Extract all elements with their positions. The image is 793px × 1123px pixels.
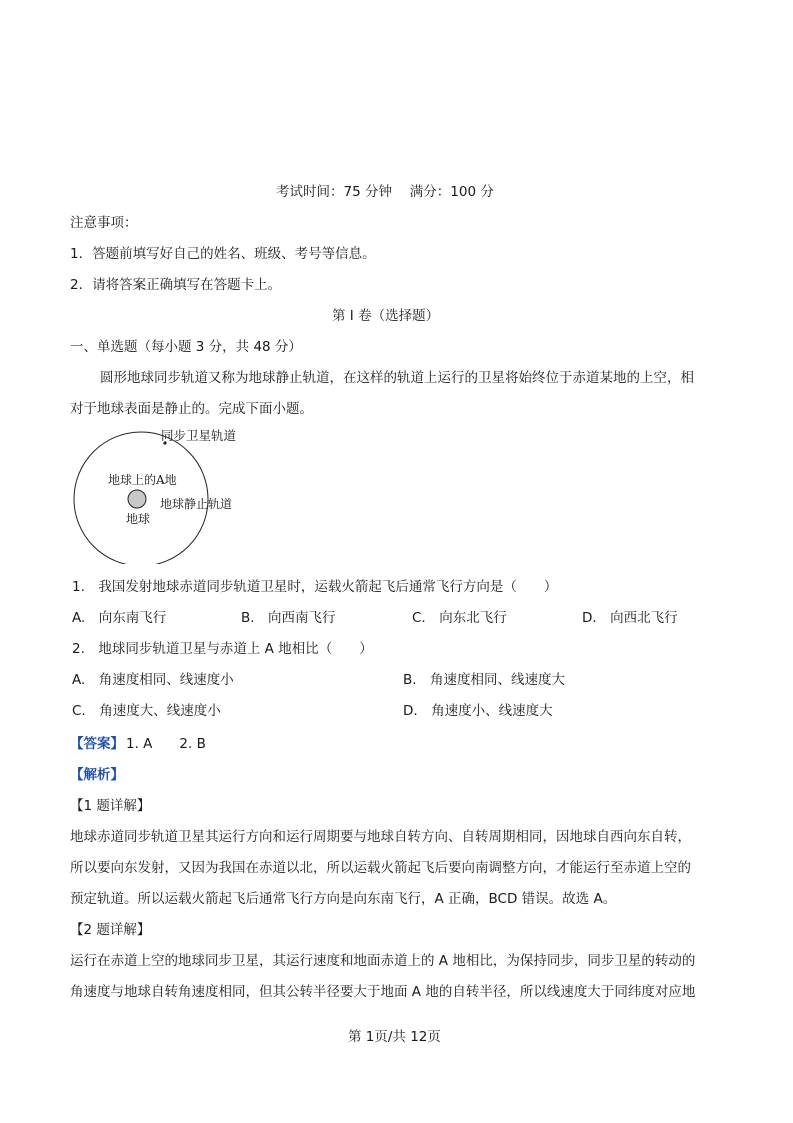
q1-option-d[interactable]: D. 向西北飞行 (582, 610, 678, 626)
detail2-line-2: 角速度与地球自转角速度相同，但其公转半径要大于地面 A 地的自转半径，所以线速度大于同纬度对应地 (70, 984, 696, 1000)
q2-stem: 2. 地球同步轨道卫星与赤道上 A 地相比（ ） (72, 641, 373, 657)
stem-line-2: 对于地球表面是静止的。完成下面小题。 (70, 401, 313, 417)
label-earth: 地球 (126, 512, 151, 526)
q1-stem: 1. 我国发射地球赤道同步轨道卫星时，运载火箭起飞后通常飞行方向是（ ） (72, 579, 558, 595)
earth-circle (128, 490, 146, 508)
exam-info: 考试时间：75 分钟 满分：100 分 (276, 184, 494, 200)
notice-title: 注意事项： (70, 215, 138, 231)
orbit-diagram (68, 424, 268, 564)
detail1-line-1: 地球赤道同步轨道卫星其运行方向和运行周期要与地球自转方向、自转周期相同，因地球自西向东自转， (70, 829, 691, 845)
q1-option-b[interactable]: B. 向西南飞行 (241, 610, 336, 626)
analysis-label: 【解析】 (70, 767, 124, 783)
label-sync-orbit: 同步卫星轨道 (161, 428, 237, 443)
detail2-line-1: 运行在赤道上空的地球同步卫星，其运行速度和地面赤道上的 A 地相比，为保持同步，同步卫星的转动的 (70, 953, 696, 969)
volume-title: 第 I 卷（选择题） (332, 308, 440, 324)
q2-option-b[interactable]: B. 角速度相同、线速度大 (403, 672, 566, 688)
page-footer: 第 1页/共 12页 (348, 1029, 441, 1045)
q2-option-d[interactable]: D. 角速度小、线速度大 (403, 703, 553, 719)
detail1-line-2: 所以要向东发射，又因为我国在赤道以北，所以运载火箭起飞后要向南调整方向，才能运行至赤道上空的 (70, 860, 691, 876)
detail1-line-3: 预定轨道。所以运载火箭起飞后通常飞行方向是向东南飞行，A 正确，BCD 错误。故选 A。 (70, 891, 617, 907)
q2-option-c[interactable]: C. 角速度大、线速度小 (72, 703, 221, 719)
answer-label: 【答案】 (70, 736, 124, 752)
q1-option-c[interactable]: C. 向东北飞行 (412, 610, 507, 626)
label-point-a: 地球上的A地 (108, 473, 177, 487)
label-geostationary-orbit: 地球静止轨道 (160, 497, 233, 511)
section-title: 一、单选题（每小题 3 分，共 48 分） (70, 339, 302, 355)
notice-item-1: 1．答题前填写好自己的姓名、班级、考号等信息。 (70, 246, 376, 262)
stem-line-1: 圆形地球同步轨道又称为地球静止轨道，在这样的轨道上运行的卫星将始终位于赤道某地的上空，相 (100, 370, 694, 386)
detail2-label: 【2 题详解】 (70, 922, 151, 938)
q2-option-a[interactable]: A. 角速度相同、线速度小 (72, 672, 234, 688)
detail1-label: 【1 题详解】 (70, 798, 151, 814)
answer-row (70, 732, 206, 752)
answer-text: 1. A 2. B (126, 736, 206, 752)
q1-option-a[interactable]: A. 向东南飞行 (72, 610, 167, 626)
notice-item-2: 2．请将答案正确填写在答题卡上。 (70, 277, 282, 293)
